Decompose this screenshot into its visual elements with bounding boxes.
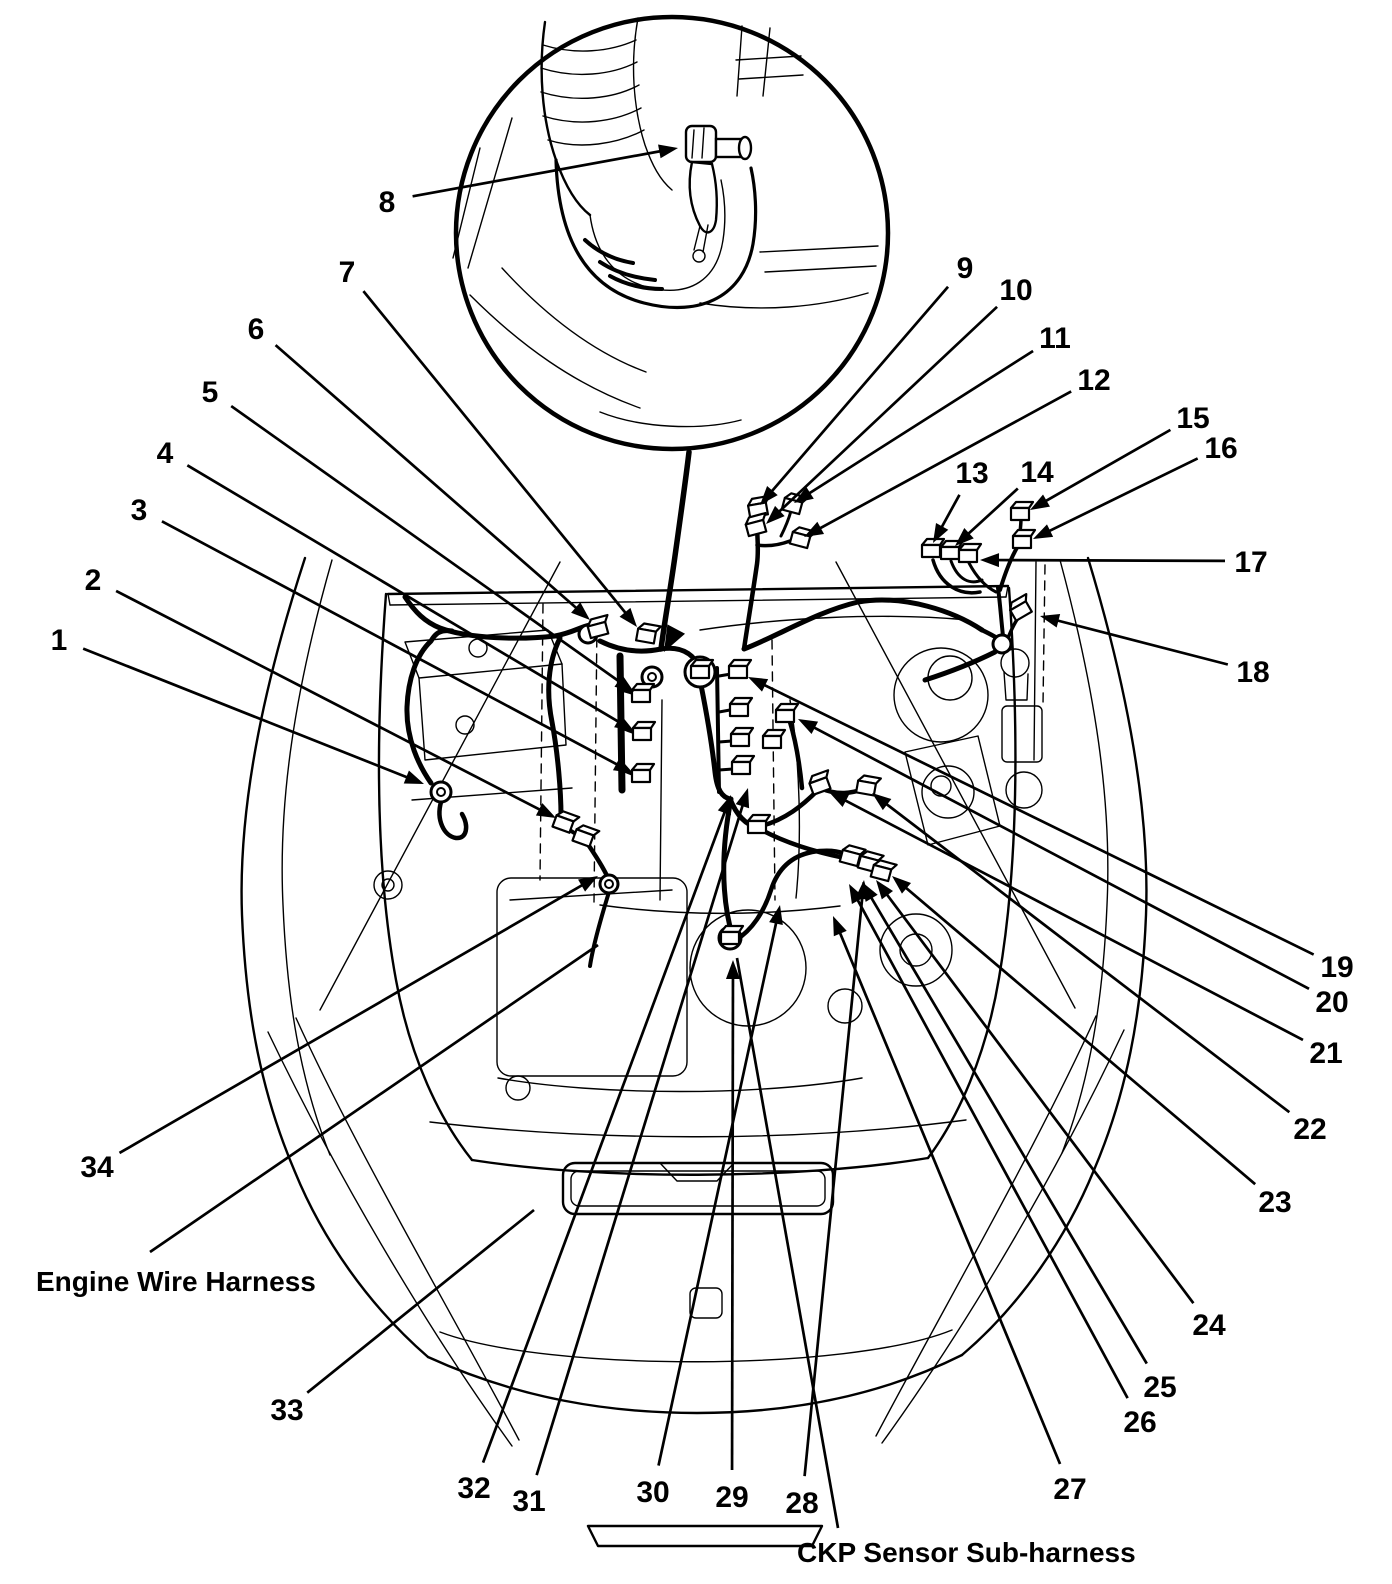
- callout-number-18: 18: [1236, 656, 1270, 689]
- ring-terminal: [431, 782, 451, 802]
- leader-line-13: [940, 495, 960, 531]
- callout-number-31: 31: [512, 1485, 546, 1518]
- leader-line-33: [307, 1210, 534, 1393]
- connector: [586, 615, 612, 638]
- connector: [748, 815, 770, 833]
- leader-line-16: [1046, 458, 1198, 532]
- callout-number-33: 33: [270, 1394, 304, 1427]
- callout-number-27: 27: [1053, 1473, 1087, 1506]
- leader-arrowhead-31: [736, 786, 755, 808]
- harness-segment: [590, 892, 609, 966]
- harness-segment: [724, 799, 733, 938]
- leader-arrowhead-34: [578, 870, 601, 892]
- connector: [1013, 530, 1035, 548]
- callout-number-22: 22: [1293, 1113, 1327, 1146]
- leader-line-25: [869, 894, 1147, 1364]
- ckp-sensor-subharness-label-leader: [737, 958, 838, 1528]
- connector: [1011, 502, 1033, 520]
- leader-line-4: [187, 465, 622, 724]
- callout-number-29: 29: [715, 1481, 749, 1514]
- callout-number-1: 1: [50, 624, 68, 657]
- leader-line-19: [761, 683, 1314, 954]
- callout-number-7: 7: [338, 256, 356, 289]
- callout-number-32: 32: [457, 1472, 491, 1505]
- leader-arrowhead-20: [795, 713, 818, 734]
- callout-number-30: 30: [636, 1476, 670, 1509]
- callout-number-28: 28: [785, 1487, 819, 1520]
- engine-wire-harness-label-leader: [150, 945, 598, 1252]
- connector: [632, 764, 654, 782]
- inset-detail-circle: [453, 17, 888, 449]
- leader-line-27: [838, 929, 1060, 1464]
- connector: [731, 728, 753, 746]
- leader-line-1: [83, 649, 411, 779]
- engine-wire-harness-label: Engine Wire Harness: [36, 1266, 316, 1297]
- leader-line-23: [903, 885, 1256, 1184]
- callout-number-9: 9: [956, 252, 974, 285]
- callout-number-34: 34: [80, 1151, 114, 1184]
- callout-number-10: 10: [999, 274, 1033, 307]
- leader-arrowhead-16: [1030, 524, 1053, 545]
- leader-line-3: [162, 521, 621, 766]
- leader-arrowhead-19: [745, 671, 768, 692]
- connector: [763, 730, 785, 748]
- callout-number-16: 16: [1204, 432, 1238, 465]
- harness-segment: [719, 710, 730, 712]
- callout-number-17: 17: [1234, 546, 1268, 579]
- callout-number-26: 26: [1123, 1406, 1157, 1439]
- harness-segment: [1000, 546, 1018, 590]
- leader-line-26: [856, 896, 1128, 1398]
- callout-number-24: 24: [1192, 1309, 1226, 1342]
- inset-circle-border: [456, 17, 888, 449]
- harness-segment: [744, 524, 758, 649]
- callout-number-4: 4: [156, 437, 174, 470]
- harness-segment: [717, 668, 719, 792]
- callout-number-6: 6: [247, 313, 265, 346]
- callout-number-14: 14: [1020, 456, 1054, 489]
- leader-arrowhead-18: [1038, 609, 1060, 627]
- callout-number-12: 12: [1077, 364, 1111, 397]
- connector: [636, 623, 661, 645]
- ring-terminal: [600, 875, 618, 893]
- ring-terminal: [993, 635, 1011, 653]
- harness-segment: [661, 452, 689, 649]
- callout-number-21: 21: [1309, 1037, 1343, 1070]
- callout-number-3: 3: [130, 494, 148, 527]
- callout-number-20: 20: [1315, 986, 1349, 1019]
- sensor-head: [686, 126, 716, 162]
- harness-segment: [744, 600, 982, 649]
- connector: [721, 926, 743, 944]
- ckp-sensor-subharness-label: CKP Sensor Sub-harness: [797, 1537, 1136, 1568]
- connector: [632, 684, 654, 702]
- leader-line-31: [537, 801, 744, 1475]
- callout-number-25: 25: [1143, 1371, 1177, 1404]
- connector: [732, 756, 754, 774]
- leader-line-2: [116, 591, 543, 812]
- connector: [959, 544, 981, 562]
- harness-segment: [998, 588, 1003, 636]
- leader-line-30: [659, 919, 778, 1466]
- harness-segment: [790, 722, 802, 788]
- connector: [691, 660, 713, 678]
- connector: [744, 513, 770, 536]
- callout-number-8: 8: [378, 186, 396, 219]
- harness-segment: [439, 802, 466, 838]
- leader-arrowhead-27: [827, 913, 847, 936]
- callout-number-11: 11: [1039, 322, 1071, 355]
- leader-line-24: [884, 891, 1193, 1303]
- connector: [633, 722, 655, 740]
- leader-arrowhead-17: [980, 553, 999, 567]
- harness-segment: [757, 541, 790, 546]
- callout-number-23: 23: [1258, 1186, 1292, 1219]
- harness-segment: [951, 561, 982, 582]
- callout-number-5: 5: [201, 376, 219, 409]
- connector: [730, 698, 752, 716]
- connectors: [552, 492, 1035, 944]
- leader-line-17: [994, 560, 1225, 561]
- connector: [729, 660, 751, 678]
- leader-line-15: [1042, 430, 1170, 503]
- callout-number-2: 2: [84, 564, 102, 597]
- connector: [776, 704, 798, 722]
- connector: [856, 775, 881, 797]
- callout-number-13: 13: [955, 457, 989, 490]
- leader-line-22: [883, 802, 1289, 1113]
- leader-line-29: [732, 974, 733, 1470]
- callout-number-15: 15: [1176, 402, 1210, 435]
- callout-number-19: 19: [1320, 951, 1354, 984]
